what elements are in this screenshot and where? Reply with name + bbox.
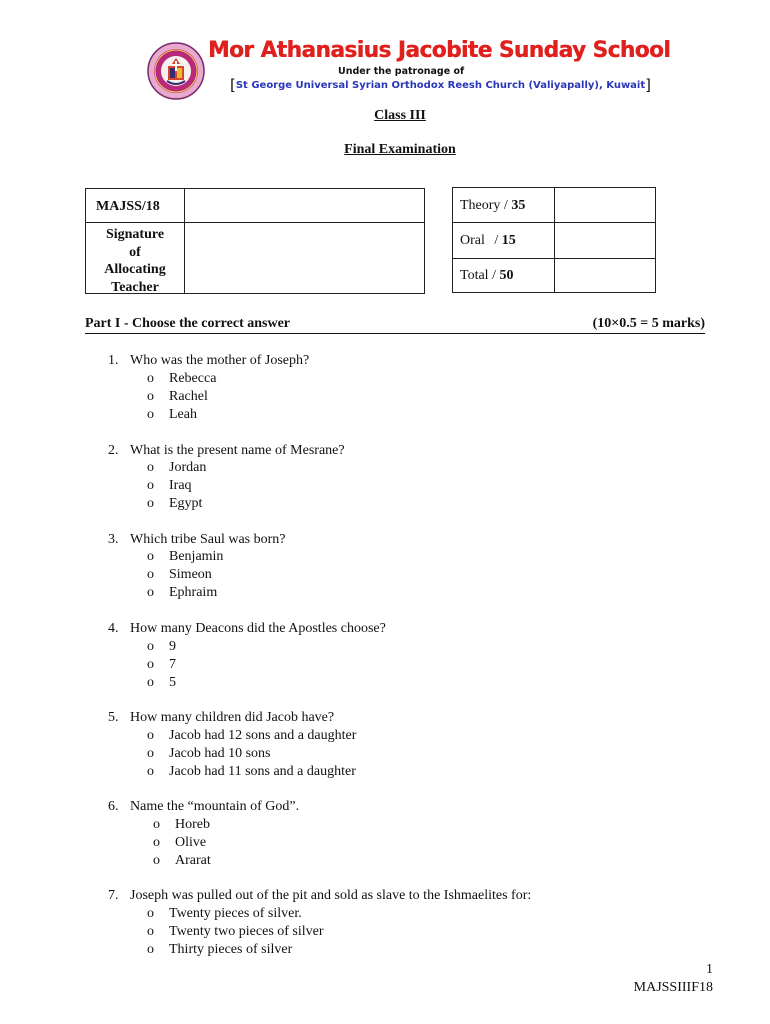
school-logo-icon [147, 40, 205, 102]
option [147, 548, 223, 566]
bullet-icon: o [147, 549, 154, 564]
option-text: 7 [169, 657, 176, 672]
marks-box-rule [453, 258, 655, 259]
signature-label [86, 226, 184, 296]
patronage-line: Under the patronage of [338, 66, 465, 77]
question-text: Joseph was pulled out of the pit and sold as slave to the Ishmaelites for: [130, 888, 532, 903]
bullet-icon: o [147, 460, 154, 475]
question-text: Which tribe Saul was born? [130, 532, 286, 547]
bullet-icon: o [147, 746, 154, 761]
bullet-icon: o [147, 478, 154, 493]
question-number: 1. [108, 353, 119, 368]
question-number: 5. [108, 710, 119, 725]
bullet-icon: o [153, 835, 160, 850]
option-text: Jacob had 10 sons [169, 746, 271, 761]
option-text: Simeon [169, 567, 212, 582]
option-text: Benjamin [169, 549, 224, 564]
bullet-icon: o [147, 764, 154, 779]
option-text: Iraq [169, 478, 192, 493]
option-text: Jacob had 11 sons and a daughter [169, 764, 356, 779]
part-marks: (10×0.5 = 5 marks) [592, 316, 705, 331]
bullet-icon: o [147, 407, 154, 422]
option-text: 9 [169, 639, 176, 654]
signature-label-line: of [129, 244, 141, 260]
option [153, 852, 211, 870]
theory-label: Theory / [460, 198, 508, 213]
option [147, 388, 208, 406]
theory-max: 35 [511, 198, 526, 213]
option [147, 584, 217, 602]
option-text: 5 [169, 675, 176, 690]
bullet-icon: o [147, 389, 154, 404]
option-text: Ephraim [169, 585, 218, 600]
option [147, 727, 356, 745]
option-text: Rachel [169, 389, 208, 404]
option [147, 406, 197, 424]
option-text: Leah [169, 407, 197, 422]
admin-box-divider [184, 189, 185, 293]
exam-title: Final Examination [344, 142, 456, 157]
question [108, 887, 531, 905]
option [147, 674, 176, 692]
bullet-icon: o [147, 942, 154, 957]
bracket-close-icon: ] [645, 76, 652, 94]
option [147, 566, 212, 584]
question-number: 6. [108, 799, 119, 814]
question [108, 442, 345, 460]
option-text: Ararat [175, 853, 211, 868]
option-text: Egypt [169, 496, 203, 511]
total-marks [460, 268, 513, 284]
option [153, 816, 210, 834]
option [147, 923, 324, 941]
bullet-icon: o [147, 567, 154, 582]
signature-label-line: Teacher [111, 279, 159, 295]
option [147, 370, 216, 388]
question [108, 798, 299, 816]
marks-box [452, 187, 656, 293]
question-text: How many children did Jacob have? [130, 710, 335, 725]
bullet-icon: o [147, 657, 154, 672]
option [147, 745, 271, 763]
bullet-icon: o [147, 728, 154, 743]
bullet-icon: o [147, 496, 154, 511]
question-number: 3. [108, 532, 119, 547]
bullet-icon: o [153, 817, 160, 832]
question-number: 7. [108, 888, 119, 903]
question-text: Name the “mountain of God”. [130, 799, 300, 814]
signature-label-line: Allocating [104, 262, 166, 277]
option-text: Thirty pieces of silver [169, 942, 293, 957]
class-title: Class III [374, 108, 426, 123]
oral-max: 15 [501, 233, 516, 248]
part-title: Part I - Choose the correct answer [85, 316, 291, 331]
theory-marks [460, 198, 525, 214]
bullet-icon: o [147, 906, 154, 921]
option-text: Twenty pieces of silver. [169, 906, 302, 921]
option [153, 834, 206, 852]
bracket-open-icon: [ [230, 76, 236, 94]
bullet-icon: o [153, 853, 160, 868]
option [147, 656, 176, 674]
question [108, 709, 334, 727]
bullet-icon: o [147, 675, 154, 690]
part-heading [85, 316, 705, 334]
marks-box-divider [554, 188, 555, 292]
option [147, 477, 192, 495]
document-code: MAJSSIIIF18 [633, 980, 713, 995]
total-max: 50 [499, 268, 514, 283]
option [147, 905, 302, 923]
church-name: St George Universal Syrian Orthodox Reesh Church (Valiyapally), Kuwait [235, 80, 646, 91]
option-text: Jordan [169, 460, 207, 475]
page-number: 1 [706, 962, 713, 977]
question [108, 620, 386, 638]
option [147, 638, 176, 656]
option-text: Horeb [175, 817, 210, 832]
question [108, 531, 286, 549]
option-text: Rebecca [169, 371, 217, 386]
question-text: How many Deacons did the Apostles choose? [130, 621, 386, 636]
bullet-icon: o [147, 371, 154, 386]
question-number: 4. [108, 621, 119, 636]
church-line [230, 76, 651, 94]
option-text: Olive [175, 835, 207, 850]
total-label: Total / [460, 268, 496, 283]
bullet-icon: o [147, 639, 154, 654]
bullet-icon: o [147, 924, 154, 939]
question-number: 2. [108, 443, 119, 458]
question [108, 352, 309, 370]
question-text: What is the present name of Mesrane? [130, 443, 345, 458]
oral-label: Oral / [460, 233, 499, 248]
option-text: Jacob had 12 sons and a daughter [169, 728, 357, 743]
bullet-icon: o [147, 585, 154, 600]
option [147, 459, 206, 477]
option [147, 495, 202, 513]
admin-box-rule [86, 222, 424, 223]
question-text: Who was the mother of Joseph? [130, 353, 310, 368]
oral-marks [460, 233, 516, 249]
option [147, 763, 356, 781]
admin-code: MAJSS/18 [96, 199, 160, 214]
marks-box-rule [453, 222, 655, 223]
signature-label-line: Signature [105, 227, 165, 242]
admin-box [85, 188, 425, 294]
option [147, 941, 292, 959]
school-name: Mor Athanasius Jacobite Sunday School [208, 38, 671, 63]
option-text: Twenty two pieces of silver [169, 924, 324, 939]
